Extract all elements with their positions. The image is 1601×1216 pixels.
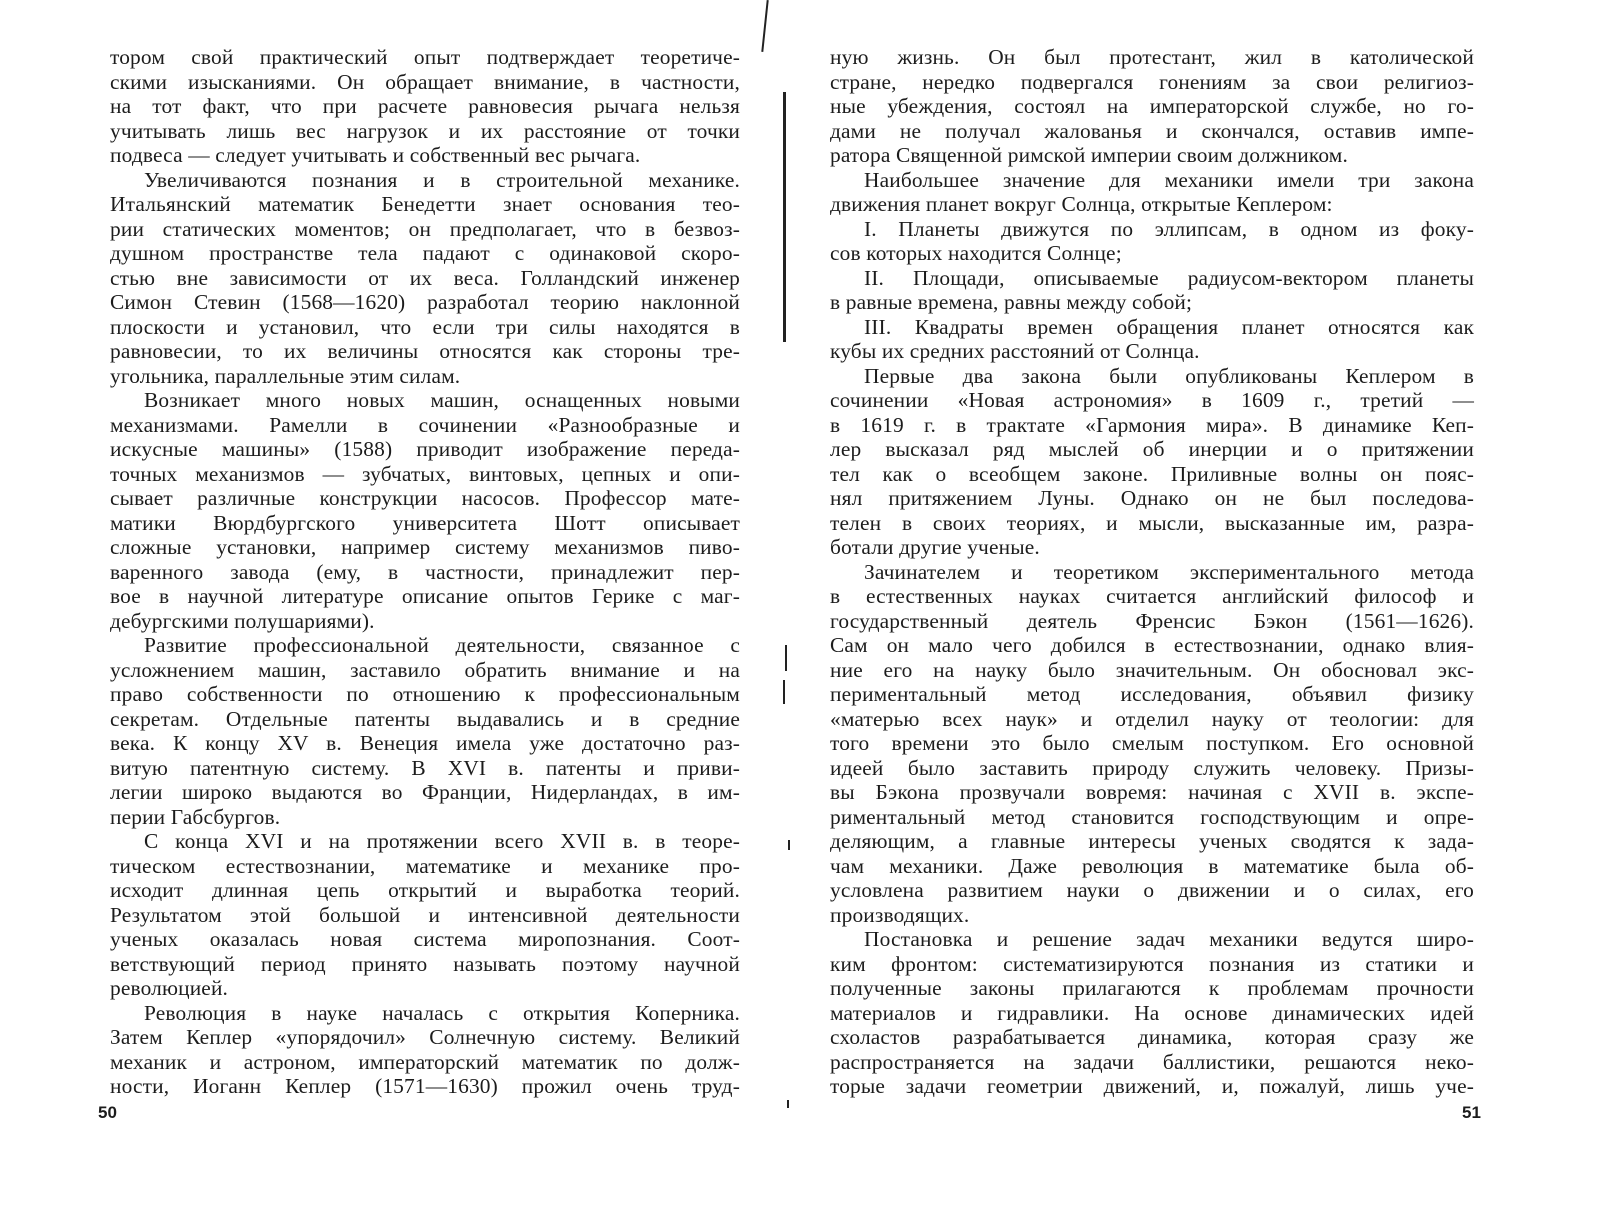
left-page-text-line: сложные установки, например систему механизмов пиво-: [110, 535, 740, 559]
right-page-text-line: в равные времена, равны между собой;: [830, 290, 1193, 314]
left-page-text-line: Революция в науке началась с открытия Коперника.: [144, 1000, 740, 1025]
scan-mark: [783, 92, 786, 342]
left-page-text-line: душном пространстве тела падают с одинаковой скоро-: [110, 241, 740, 265]
right-page-text-line: кубы их средних расстояний от Солнца.: [830, 339, 1200, 363]
right-page-text-line: государственный деятель Френсис Бэкон (1561—1626).: [830, 608, 1474, 633]
right-page-text-line: идеей было заставить природу служить человеку. Призы-: [830, 755, 1474, 780]
right-page-text-line: Постановка и решение задач механики ведутся широ-: [864, 927, 1474, 951]
left-page-text-line: ности, Иоганн Кеплер (1571—1630) прожил очень труд-: [110, 1074, 740, 1098]
right-page-text-line: условлена развитием науки о движении и о силах, его: [830, 878, 1474, 902]
right-page-text-line: в 1619 г. в трактате «Гармония мира». В динамике Кеп-: [830, 412, 1474, 437]
right-page-text-line: Сам он мало чего добился в естествознании, однако влия-: [830, 633, 1474, 657]
right-page-text-line: полученные законы прилагаются к проблемам прочности: [830, 976, 1474, 1000]
left-page-text-line: плоскости и установил, что если три силы находятся в: [110, 314, 740, 339]
right-page-text-line: тел как о всеобщем законе. Приливные волны он пояс-: [830, 461, 1474, 486]
right-page-text-line: движения планет вокруг Солнца, открытые Кеплером:: [830, 192, 1333, 216]
left-page-text-line: тическом естествознании, математике и механике про-: [110, 853, 740, 878]
right-page-text-line: сочинении «Новая астрономия» в 1609 г., третий —: [830, 388, 1474, 412]
left-page-text-line: революцией.: [110, 976, 229, 1000]
left-page-text-line: дебургскими полушариями).: [110, 608, 375, 633]
left-page-text-line: механик и астроном, императорский математик по долж-: [110, 1049, 740, 1074]
left-page-text-line: Результатом этой большой и интенсивной деятельности: [110, 902, 740, 927]
right-page-text-line: стране, нередко подвергался гонениям за свои религиоз-: [830, 69, 1474, 94]
right-page-text-line: ные убеждения, состоял на императорской службе, но го-: [830, 94, 1474, 118]
right-page-text-line: ратора Священной римской империи своим должником.: [830, 143, 1348, 167]
left-page-text-line: века. К концу XV в. Венеция имела уже достаточно раз-: [110, 731, 740, 755]
right-page-text-line: лер высказал ряд мыслей об инерции и о притяжении: [830, 437, 1474, 461]
right-page-text-line: ную жизнь. Он был протестант, жил в католической: [830, 45, 1474, 69]
left-page-number: 50: [98, 1103, 117, 1122]
left-page-text-line: Развитие профессиональной деятельности, связанное с: [144, 633, 740, 657]
right-page-text-line: «матерью всех наук» и отделил науку от теологии: для: [830, 706, 1474, 731]
right-page-text-line: вы Бэкона прозвучали вовремя: начиная с XVII в. экспе-: [830, 780, 1474, 804]
right-page-text-line: распространяется на задачи баллистики, решаются неко-: [830, 1049, 1474, 1074]
right-page-text-line: в естественных науках считается английский философ и: [830, 584, 1474, 608]
right-page-text-line: деляющим, а главные интересы ученых сводятся к зада-: [830, 829, 1474, 853]
left-page-text-line: Итальянский математик Бенедетти знает основания тео-: [110, 192, 740, 216]
right-page-number: 51: [1462, 1103, 1481, 1122]
left-page: [0, 0, 800, 1216]
left-page-text-line: учитывать лишь вес нагрузок и их расстояние от точки: [110, 118, 740, 143]
left-page-text-line: С конца XVI и на протяжении всего XVII в. в теоре-: [144, 829, 740, 853]
right-page-text-line: дами не получал жалованья и скончался, оставив импе-: [830, 118, 1474, 143]
right-page-text-line: II. Площади, описываемые радиусом-вектором планеты: [864, 265, 1474, 290]
left-page-text-line: стью вне зависимости от их веса. Голландский инженер: [110, 265, 740, 290]
left-page-text-line: ученых оказалась новая система миропознания. Соот-: [110, 927, 740, 951]
right-page-text-line: риментальный метод становится господствующим и опре-: [830, 804, 1474, 829]
left-page-text-line: Симон Стевин (1568—1620) разработал теорию наклонной: [110, 290, 740, 314]
right-page-text-line: III. Квадраты времен обращения планет относятся как: [864, 314, 1474, 339]
left-page-text-line: право собственности по отношению к профессиональным: [110, 682, 740, 706]
right-page-text-line: торые задачи геометрии движений, и, пожалуй, лишь уче-: [830, 1074, 1474, 1098]
right-page-text-line: производящих.: [830, 902, 970, 927]
scan-mark: [783, 680, 785, 704]
left-page-text-line: на тот факт, что при расчете равновесия рычага нельзя: [110, 94, 740, 118]
right-page-text-line: материалов и гидравлики. На основе динамических идей: [830, 1000, 1474, 1025]
right-page-text-line: того времени это было смелым поступком. Его основной: [830, 731, 1474, 755]
right-page-text: [830, 45, 1474, 1099]
left-page-text-line: скими изысканиями. Он обращает внимание, в частности,: [110, 69, 740, 94]
right-page-text-line: I. Планеты движутся по эллипсам, в одном из фоку-: [864, 216, 1474, 241]
left-page-text-line: секретам. Отдельные патенты выдавались и в средние: [110, 706, 740, 731]
right-page-text-line: ким фронтом: систематизируются познания из статики и: [830, 951, 1474, 976]
right-page: [800, 0, 1601, 1216]
right-page-text-line: периментальный метод исследования, объявил физику: [830, 682, 1474, 706]
right-page-text-line: сов которых находится Солнце;: [830, 241, 1122, 265]
left-page-text-line: искусные машины» (1588) приводит изображение переда-: [110, 437, 740, 461]
right-page-text-line: Наибольшее значение для механики имели три закона: [864, 167, 1474, 192]
left-page-text-line: угольника, параллельные этим силам.: [110, 363, 461, 388]
left-page-text-line: рии статических моментов; он предполагает, что в безвоз-: [110, 216, 740, 241]
left-page-text-line: исходит длинная цепь открытий и выработка теорий.: [110, 878, 740, 902]
left-page-text-line: перии Габсбургов.: [110, 804, 281, 829]
left-page-text-line: Затем Кеплер «упорядочил» Солнечную систему. Великий: [110, 1025, 740, 1049]
left-page-text-line: усложнением машин, заставило обратить внимание и на: [110, 657, 740, 682]
scan-mark: [785, 645, 787, 671]
left-page-text-line: легии широко выдаются во Франции, Нидерландах, в им-: [110, 780, 740, 804]
right-page-text-line: Первые два закона были опубликованы Кеплером в: [864, 363, 1474, 388]
left-page-text-line: вое в научной литературе описание опытов Герике с маг-: [110, 584, 740, 608]
left-page-text-line: Возникает много новых машин, оснащенных новыми: [144, 388, 740, 412]
left-page-text-line: варенного завода (ему, в частности, принадлежит пер-: [110, 559, 740, 584]
left-page-text: [110, 45, 740, 1099]
scan-mark: [787, 1100, 789, 1108]
scan-mark: [788, 840, 790, 850]
right-page-text-line: ботали другие ученые.: [830, 535, 1040, 559]
left-page-text-line: точных механизмов — зубчатых, винтовых, цепных и опи-: [110, 461, 740, 486]
right-page-text-line: ние его на науку было значительным. Он обосновал экс-: [830, 657, 1474, 682]
right-page-text-line: Зачинателем и теоретиком экспериментального метода: [864, 559, 1474, 584]
left-page-text-line: матики Вюрдбургского университета Шотт описывает: [110, 510, 740, 535]
left-page-text-line: механизмами. Рамелли в сочинении «Разнообразные и: [110, 412, 740, 437]
right-page-text-line: схоластов разрабатывается динамика, которая сразу же: [830, 1025, 1474, 1049]
left-page-text-line: тором свой практический опыт подтверждает теоретиче-: [110, 45, 740, 69]
right-page-text-line: телен в своих теориях, и мысли, высказанные им, разра-: [830, 510, 1474, 535]
right-page-text-line: чам механики. Даже революция в математике была об-: [830, 853, 1474, 878]
left-page-text-line: равновесии, то их величины относятся как стороны тре-: [110, 339, 740, 363]
right-page-text-line: нял притяжением Луны. Однако он не был последова-: [830, 486, 1474, 510]
left-page-text-line: витую патентную систему. В XVI в. патенты и приви-: [110, 755, 740, 780]
left-page-text-line: сывает различные конструкции насосов. Профессор мате-: [110, 486, 740, 510]
left-page-text-line: подвеса — следует учитывать и собственный вес рычага.: [110, 143, 641, 167]
left-page-text-line: ветствующий период принято называть поэтому научной: [110, 951, 740, 976]
left-page-text-line: Увеличиваются познания и в строительной механике.: [144, 167, 740, 192]
